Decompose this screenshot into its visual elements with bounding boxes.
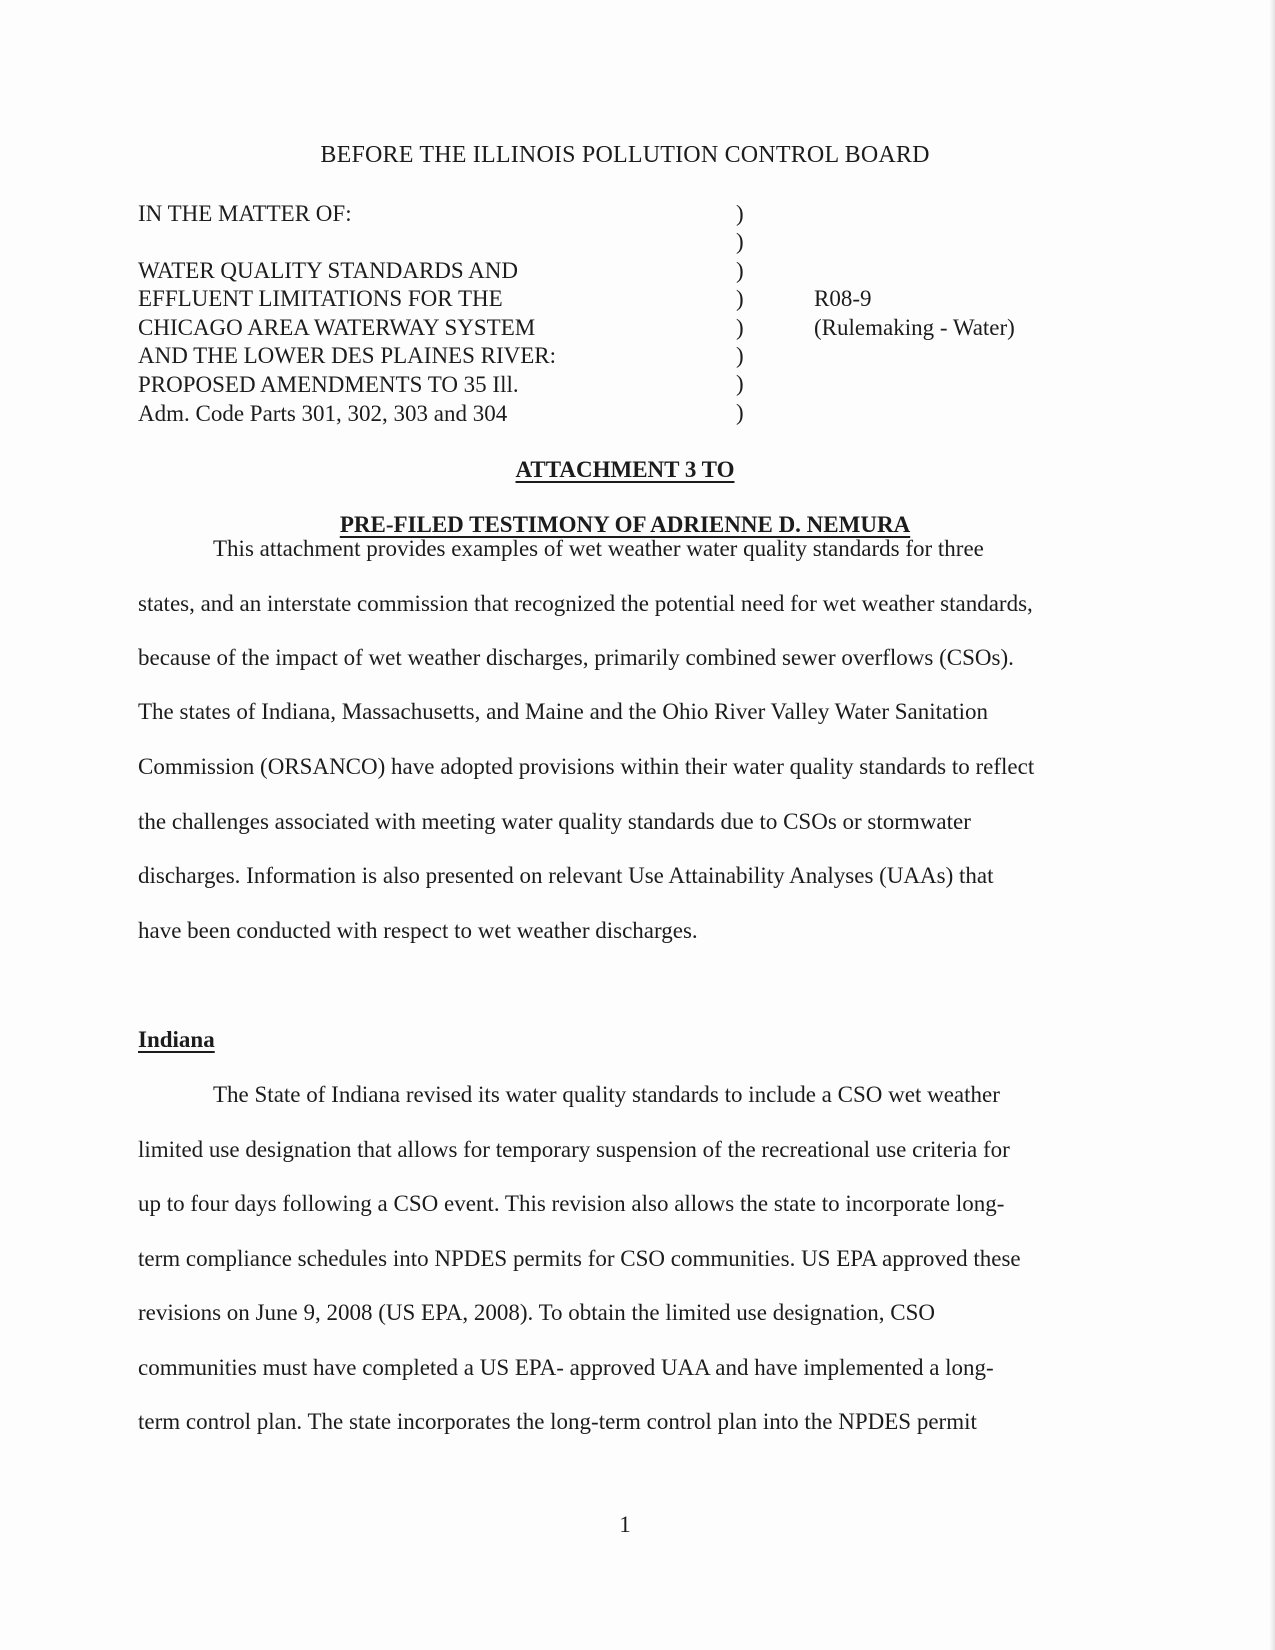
matter-title-line: Adm. Code Parts 301, 302, 303 and 304	[138, 400, 508, 426]
paragraph-line: This attachment provides examples of wet weather water quality standards for three	[213, 536, 984, 561]
paragraph-line: The states of Indiana, Massachusetts, and Maine and the Ohio River Valley Water Sanitation	[138, 699, 989, 724]
matter-title-line: EFFLUENT LIMITATIONS FOR THE	[138, 286, 503, 312]
caption-paren: )	[736, 257, 744, 283]
caption-paren-column	[736, 200, 744, 427]
attachment-title: ATTACHMENT 3 TO	[515, 457, 735, 482]
paragraph-line: revisions on June 9, 2008 (US EPA, 2008). To obtain the limited use designation, CSO	[138, 1300, 935, 1325]
proceeding-type: (Rulemaking - Water)	[814, 314, 1015, 340]
paragraph-line: communities must have completed a US EPA- approved UAA and have implemented a long-	[138, 1355, 994, 1380]
paragraph-line: discharges. Information is also presented on relevant Use Attainability Analyses (UAAs) that	[138, 863, 994, 888]
paragraph-line: because of the impact of wet weather discharges, primarily combined sewer overflows (CSOs).	[138, 645, 1014, 670]
caption-paren: )	[736, 314, 744, 340]
caption-matter-block	[138, 200, 738, 428]
caption-paren: )	[736, 201, 744, 226]
matter-title-line: WATER QUALITY STANDARDS AND	[138, 257, 518, 283]
docket-number: R08-9	[814, 286, 872, 311]
paragraph-line: The State of Indiana revised its water quality standards to include a CSO wet weather	[213, 1082, 1000, 1107]
caption-paren: )	[736, 286, 744, 312]
paragraph-line: Commission (ORSANCO) have adopted provisions within their water quality standards to reflect	[138, 754, 1035, 779]
attachment-subtitle: PRE-FILED TESTIMONY OF ADRIENNE D. NEMURA	[339, 512, 911, 537]
caption-paren: )	[736, 399, 744, 425]
caption-paren: )	[736, 229, 744, 255]
court-heading: BEFORE THE ILLINOIS POLLUTION CONTROL BOARD	[320, 142, 930, 168]
paragraph-line: term control plan. The state incorporates the long-term control plan into the NPDES permit	[138, 1409, 977, 1434]
matter-label: IN THE MATTER OF:	[138, 201, 352, 226]
paragraph-line: term compliance schedules into NPDES permits for CSO communities. US EPA approved these	[138, 1246, 1021, 1271]
caption-paren: )	[736, 371, 744, 397]
paragraph-line: up to four days following a CSO event. This revision also allows the state to incorporate long-	[138, 1191, 1005, 1216]
paragraph-line: the challenges associated with meeting water quality standards due to CSOs or stormwater	[138, 809, 971, 834]
matter-title-line: CHICAGO AREA WATERWAY SYSTEM	[138, 314, 536, 340]
docket-block	[814, 285, 1015, 342]
paragraph-line: states, and an interstate commission that recognized the potential need for wet weather standards,	[138, 591, 1033, 616]
page-number: 1	[619, 1512, 631, 1537]
matter-title-line: AND THE LOWER DES PLAINES RIVER:	[138, 343, 557, 369]
matter-title-line: PROPOSED AMENDMENTS TO 35 Ill.	[138, 371, 519, 397]
paragraph-line: have been conducted with respect to wet weather discharges.	[138, 918, 698, 943]
paragraph-line: limited use designation that allows for temporary suspension of the recreational use criteria for	[138, 1137, 1010, 1162]
caption-paren: )	[736, 343, 744, 369]
section-heading-indiana: Indiana	[138, 1027, 215, 1052]
page-edge-shadow	[1269, 0, 1275, 1650]
